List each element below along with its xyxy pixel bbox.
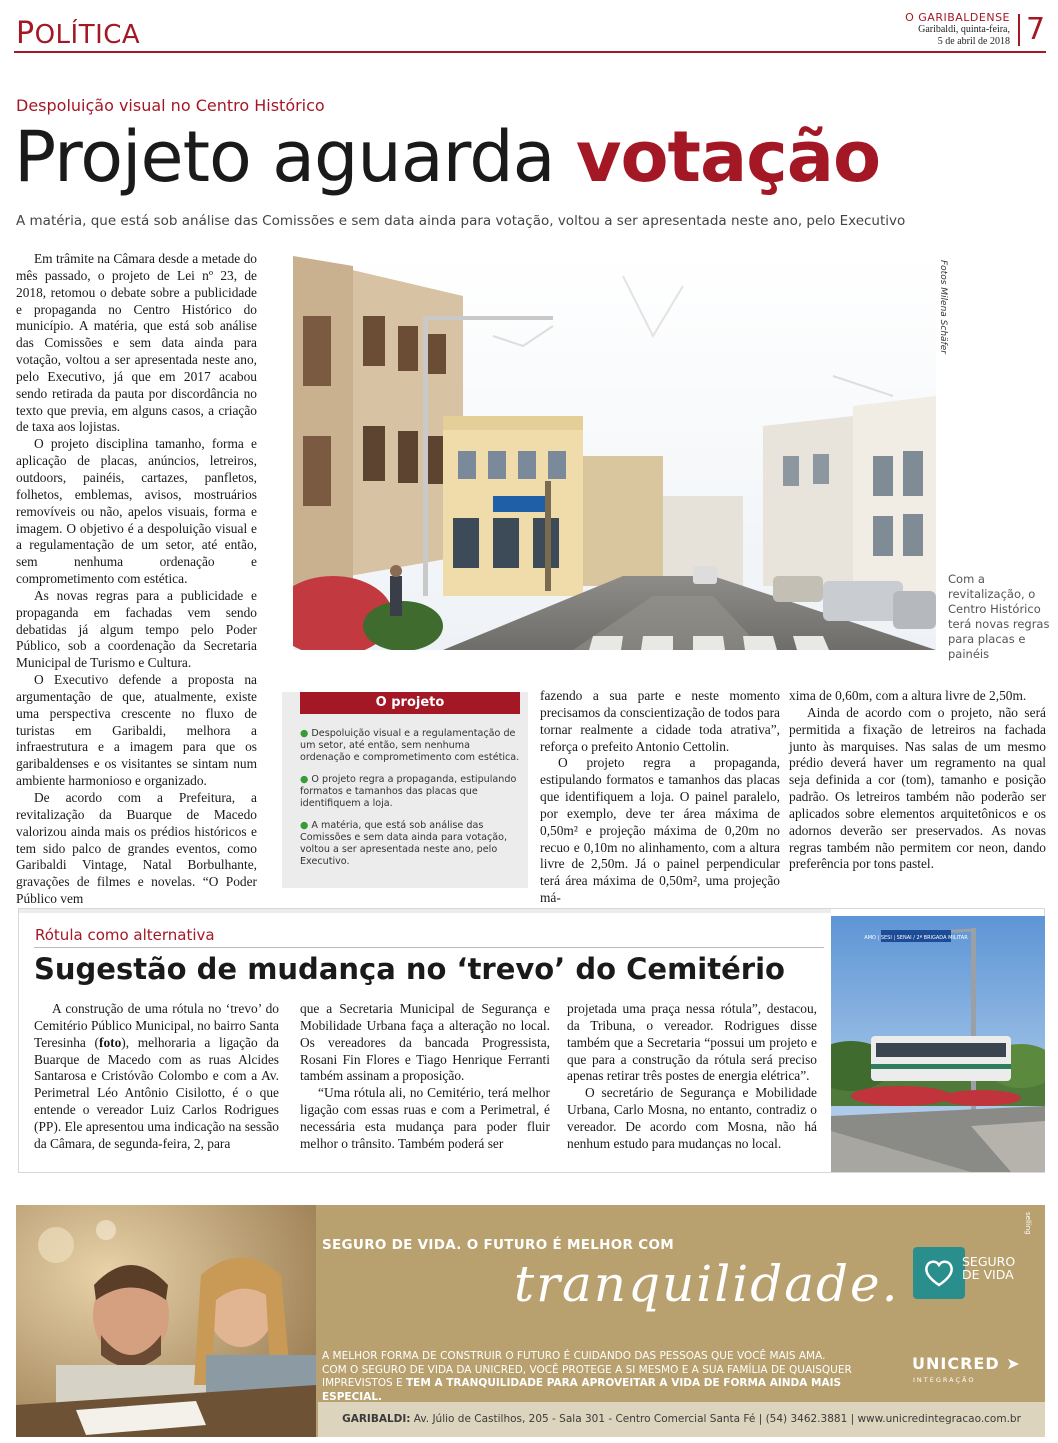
paragraph: A construção de uma rótula no ‘trevo’ do Cemitério Público Municipal, no bairro Santa Teresinha (foto), melhoraria a ligação da Buarque de Macedo com as ruas Alcides Santarosa e Cristóvão Colombo e com a Av. Perimetral Léo Antônio Cisilotto, é o que entende o vereador Luiz Carlos Rodrigues (PP). Ele apresentou uma indicação na sessão da Câmara, de segunda-feira, 2, para — [34, 1001, 279, 1151]
ad-slogan: SEGURO DE VIDA. O FUTURO É MELHOR COM — [322, 1237, 674, 1253]
paragraph: xima de 0,60m, com a altura livre de 2,50m. — [789, 688, 1027, 703]
ad-body-text: A MELHOR FORMA DE CONSTRUIR O FUTURO É CUIDANDO DAS PESSOAS QUE VOCÊ MAIS AMA. COM O SEGURO DE VIDA DA UNICRED, VOCÊ PROTEGE A SI MESMO E A SUA FAMÍLIA DE QUAISQUER IMPREVISTOS E TEM A TRANQUILIDADE PARA APROVEITAR A VIDA DE FORMA AINDA MAIS ESPECIAL. — [322, 1350, 852, 1403]
paragraph: O projeto regra a propaganda, estipulando formatos e tamanhos das placas que identifiquem a loja. O painel paralelo, por exemplo, deve ter área máxima de 0,50m² e projeção máxima de 0,20m no recuo e 0,10m no alinhamento, com a altura livre de 2,50m. Já o painel perpendicular terá área máxima de 0,50m², uma projeção má- — [540, 755, 780, 906]
ad-seal-tag: selling — [1024, 1212, 1032, 1235]
article2-headline: Sugestão de mudança no ‘trevo’ do Cemitério — [34, 952, 785, 986]
heart-icon — [913, 1247, 965, 1299]
unicred-subtitle: INTEGRAÇÃO — [913, 1376, 976, 1384]
bullet-icon: ● — [300, 728, 312, 739]
article1-column-1 — [16, 251, 257, 908]
arrow-logo-icon: ➤ — [1006, 1354, 1021, 1373]
article2-column-2 — [300, 1001, 550, 1153]
header-rule — [14, 51, 1046, 53]
paragraph: projetada uma praça nessa rótula”, destacou, da Tribuna, o vereador. Rodrigues disse também que a Secretaria “possui um projeto e que para a construção da rótula será preciso apenas retirar três postes de energia elétrica”. — [567, 1001, 817, 1084]
paragraph: As novas regras para a publicidade e propaganda em fachadas vem sendo debatidas já algum tempo pelo Poder Público, sob a coordenação da Secretaria Municipal de Turismo e Cultura. — [16, 587, 257, 671]
list-item: ● O projeto regra a propaganda, estipulando formatos e tamanhos das placas que identifiquem a loja. — [300, 774, 517, 809]
article2-column-1 — [34, 1001, 279, 1153]
paragraph: Ainda de acordo com o projeto, não será permitida a fixação de letreiros na fachada junto às marquises. Nas salas de um mesmo prédio deverá haver um regramento na qual seja definida a cor (tom), tamanho e posição padrão. Os letreiros também não poderão ser aplicados sobre elementos arquitetônicos e os adornos deverão ser preservados. As novas regras também não permitem cor neon, dando preferência por tons pastel. — [789, 704, 1046, 872]
bullet-icon: ● — [300, 820, 312, 831]
date-line-2: 5 de abril de 2018 — [937, 36, 1010, 47]
date-line-1: Garibaldi, quinta-feira, — [918, 24, 1010, 35]
list-item: ● Despoluição visual e a regulamentação de um setor, até então, sem nenhuma ordenação e comprometimento com estética. — [300, 728, 520, 763]
article2-kicker: Rótula como alternativa — [35, 926, 215, 944]
paragraph: O Executivo defende a proposta na argumentação de que, atualmente, existe uma perspectiva crescente no fluxo de turistas em Garibaldi, melhora a infraestrutura e a imagem para que os garibaldenses e os visitantes se sintam num ambiente harmonioso e organizado. — [16, 672, 257, 789]
paragraph: Em trâmite na Câmara desde a metade do mês passado, o projeto de Lei nº 23, de 2018, retomou o debate sobre a publicidade e propaganda no Centro Histórico do município. A matéria, que está sob análise das Comissões e sem data ainda para votação, voltou a ser apresentada neste ano, pelo Executivo, já que em 2017 acabou sendo retirada da pauta por discordância no texto que previa, em alguns casos, a criação de taxa aos lojistas. — [16, 251, 257, 435]
unicred-logo: UNICRED ➤ — [912, 1354, 1021, 1373]
header-divider — [1018, 14, 1020, 46]
ad-footer-contact: GARIBALDI: Av. Júlio de Castilhos, 205 - Sala 301 - Centro Comercial Santa Fé | (54) 3462.3881 | www.unicredintegracao.com.br — [342, 1413, 1021, 1425]
bullet-icon: ● — [300, 774, 312, 785]
paragraph: O projeto disciplina tamanho, forma e aplicação de placas, anúncios, letreiros, outdoors, painéis, cartazes, panfletos, folhetos, emblemas, avisos, mostruários removíveis ou não, apelos visuais, forma e imagem. O objetivo é a despoluição visual e a regulamentação de um setor, até então, sem nenhuma ordenação e comprometimento com estética. — [16, 436, 257, 587]
article2-column-3 — [567, 1001, 817, 1153]
list-item: ● A matéria, que está sob análise das Comissões e sem data ainda para votação, voltou a ser apresentada neste ano, pelo Executivo. — [300, 820, 508, 867]
paragraph: que a Secretaria Municipal de Segurança e Mobilidade Urbana faça a alteração no local. Os vereadores da bancada Progressista, Rosani Fin Flores e Tiago Henrique Ferranti também assinam a proposição. — [300, 1001, 550, 1084]
article2-top-band — [19, 909, 831, 913]
sidebar-box-items — [300, 728, 522, 878]
paragraph: De acordo com a Prefeitura, a revitalização da Buarque de Macedo valorizou ainda mais os prédios históricos e tem sido palco de grandes eventos, como Garibaldi Vintage, Natal Borbulhante, gravações de filmes e novelas. “O Poder Público vem — [16, 790, 257, 907]
article1-kicker: Despoluição visual no Centro Histórico — [16, 96, 325, 115]
publication-name: O GARIBALDENSE — [905, 11, 1010, 24]
photo-credit: Fotos Milena Schäfer — [938, 260, 948, 354]
article1-column-3 — [540, 688, 780, 907]
paragraph: fazendo a sua parte e neste momento precisamos da conscientização de todos para tornar realmente a cidade toda atrativa”, reforça o prefeito Antonio Cettolin. — [540, 688, 780, 754]
intersection-photo — [831, 916, 1045, 1172]
headline-highlight: votação — [575, 116, 881, 198]
header-info — [905, 12, 1010, 48]
historic-center-photo — [293, 256, 936, 650]
kicker-rule — [34, 947, 824, 948]
article1-headline: Projeto aguarda votação — [14, 116, 881, 198]
page-number: 7 — [1026, 12, 1046, 47]
article1-deck: A matéria, que está sob análise das Comissões e sem data ainda para votação, voltou a ser apresentada neste ano, pelo Executivo — [16, 213, 906, 229]
street-sign-text: AMO | SESI | SENAI / 2ª BRIGADA MILITAR — [864, 935, 968, 941]
paragraph: O secretário de Segurança e Mobilidade Urbana, Carlo Mosna, no entanto, contradiz o vereador. De acordo com Mosna, não há nenhum estudo para mudanças no local. — [567, 1085, 817, 1151]
paragraph: “Uma rótula ali, no Cemitério, terá melhor ligação com essas ruas e com a Perimetral, é necessária esta mudança para poder fluir melhor o trânsito. Também poderá ser — [300, 1085, 550, 1151]
article1-column-4 — [789, 688, 1046, 873]
sidebar-box-title: O projeto — [300, 692, 520, 714]
ad-couple-photo — [16, 1205, 316, 1437]
photo-caption: Com a revitalização, o Centro Histórico terá novas regras para placas e painéis — [948, 572, 1050, 661]
ad-logo-label: SEGURO DE VIDA — [962, 1254, 1016, 1282]
ad-script-word: tranquilidade. — [514, 1255, 900, 1313]
section-name: POLÍTICA — [16, 16, 141, 51]
